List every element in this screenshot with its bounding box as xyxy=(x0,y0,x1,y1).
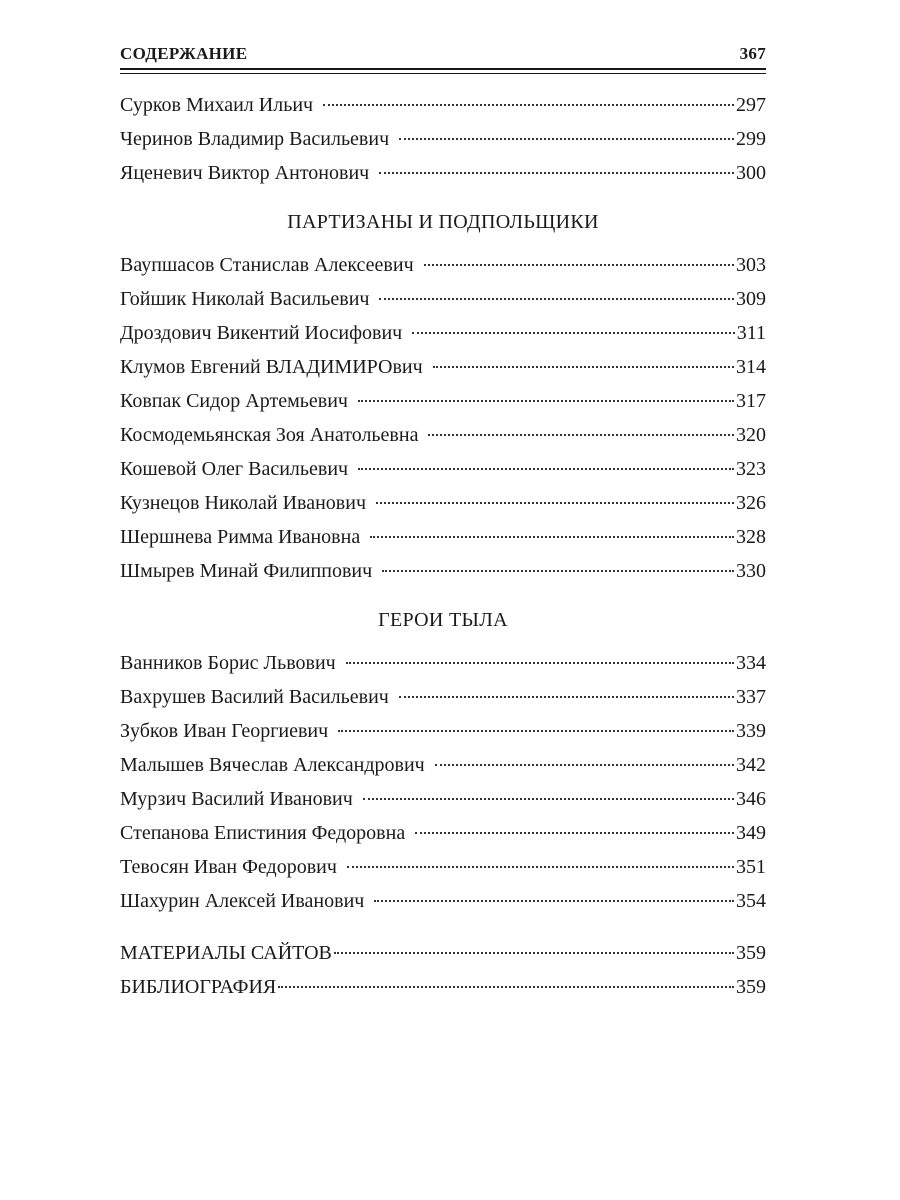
toc-entry-page: 330 xyxy=(736,560,766,582)
dot-leader xyxy=(433,366,734,368)
toc-entry-name: Сурков Михаил Ильич xyxy=(120,94,314,116)
toc-entry-page: 303 xyxy=(736,254,766,276)
dot-leader xyxy=(435,764,734,766)
dot-leader xyxy=(346,662,734,664)
toc-entry-page: 339 xyxy=(736,720,766,742)
dot-leader xyxy=(399,138,734,140)
toc-entry xyxy=(120,350,766,384)
toc-entry-page: 311 xyxy=(736,322,766,344)
toc-entry-page: 309 xyxy=(736,288,766,310)
dot-leader xyxy=(338,730,734,732)
toc-entry xyxy=(120,850,766,884)
toc-entry xyxy=(120,248,766,282)
toc-entry xyxy=(120,936,766,970)
toc-entry-name: Степанова Епистиния Федоровна xyxy=(120,822,406,844)
toc-entry-page: 334 xyxy=(736,652,766,674)
toc-entry-name: Ковпак Сидор Артемьевич xyxy=(120,390,348,412)
toc-entry xyxy=(120,520,766,554)
dot-leader xyxy=(379,172,734,174)
toc-entry-page: 317 xyxy=(736,390,766,412)
toc-entry-name: Гойшик Николай Васильевич xyxy=(120,288,370,310)
toc-entry-page: 337 xyxy=(736,686,766,708)
table-of-contents xyxy=(120,88,766,1004)
running-header xyxy=(120,44,766,64)
toc-entry-name: Шмырев Минай Филиппович xyxy=(120,560,373,582)
dot-leader xyxy=(358,400,734,402)
section-gap xyxy=(120,918,766,936)
toc-entry-page: 349 xyxy=(736,822,766,844)
toc-entry-name: Кузнецов Николай Иванович xyxy=(120,492,367,514)
toc-entry xyxy=(120,884,766,918)
toc-entry-name: Тевосян Иван Федорович xyxy=(120,856,337,878)
toc-entry-name: Дроздович Викентий Иосифович xyxy=(120,322,403,344)
toc-entry-name: Малышев Вячеслав Александрович xyxy=(120,754,425,776)
toc-entry-page: 326 xyxy=(736,492,766,514)
dot-leader xyxy=(415,832,734,834)
dot-leader xyxy=(358,468,734,470)
toc-entry-name: Зубков Иван Георгиевич xyxy=(120,720,329,742)
toc-entry-page: 320 xyxy=(736,424,766,446)
toc-entry-name: Ванников Борис Львович xyxy=(120,652,336,674)
toc-entry xyxy=(120,782,766,816)
toc-section-partisans xyxy=(120,196,766,588)
toc-entry-page: 323 xyxy=(736,458,766,480)
section-heading: ПАРТИЗАНЫ И ПОДПОЛЬЩИКИ xyxy=(287,211,599,233)
toc-entry xyxy=(120,970,766,1004)
dot-leader xyxy=(424,264,734,266)
toc-entry xyxy=(120,88,766,122)
dot-leader xyxy=(347,866,734,868)
toc-entry-page: 351 xyxy=(736,856,766,878)
toc-entry-page: 297 xyxy=(736,94,766,116)
toc-entry-name: Черинов Владимир Васильевич xyxy=(120,128,390,150)
toc-entry xyxy=(120,816,766,850)
dot-leader xyxy=(278,986,734,988)
dot-leader xyxy=(363,798,734,800)
toc-entry xyxy=(120,282,766,316)
toc-entry-page: 359 xyxy=(736,942,766,964)
toc-entry xyxy=(120,122,766,156)
toc-entry-name: Шершнева Римма Ивановна xyxy=(120,526,361,548)
toc-entry-name: Яценевич Виктор Антонович xyxy=(120,162,370,184)
dot-leader xyxy=(379,298,734,300)
toc-entry-name: Космодемьянская Зоя Анатольевна xyxy=(120,424,419,446)
toc-section-home-front xyxy=(120,594,766,918)
toc-entry-page: 359 xyxy=(736,976,766,998)
toc-entry-name: БИБЛИОГРАФИЯ xyxy=(120,976,277,998)
dot-leader xyxy=(376,502,734,504)
toc-entry xyxy=(120,316,766,350)
dot-leader xyxy=(428,434,734,436)
toc-entry xyxy=(120,554,766,588)
dot-leader xyxy=(370,536,734,538)
toc-entry xyxy=(120,680,766,714)
dot-leader xyxy=(399,696,734,698)
toc-entry-page: 299 xyxy=(736,128,766,150)
toc-entry-name: Шахурин Алексей Иванович xyxy=(120,890,365,912)
dot-leader xyxy=(323,104,734,106)
dot-leader xyxy=(334,952,734,954)
running-header-page-number: 367 xyxy=(739,44,766,63)
dot-leader xyxy=(382,570,734,572)
toc-entry xyxy=(120,646,766,680)
toc-intro-group xyxy=(120,88,766,190)
toc-entry xyxy=(120,714,766,748)
running-header-title: СОДЕРЖАНИЕ xyxy=(120,44,248,63)
toc-entry xyxy=(120,452,766,486)
header-rule-thin xyxy=(120,73,766,74)
toc-entry-name: МАТЕРИАЛЫ САЙТОВ xyxy=(120,942,332,964)
dot-leader xyxy=(374,900,734,902)
toc-entry xyxy=(120,418,766,452)
header-rule-thick xyxy=(120,68,766,70)
toc-entry xyxy=(120,486,766,520)
toc-entry xyxy=(120,748,766,782)
section-heading: ГЕРОИ ТЫЛА xyxy=(378,609,508,631)
toc-entry-name: Вахрушев Василий Васильевич xyxy=(120,686,389,708)
toc-entry xyxy=(120,384,766,418)
toc-entry-page: 342 xyxy=(736,754,766,776)
toc-entry-page: 354 xyxy=(736,890,766,912)
toc-entry-name: Мурзич Василий Иванович xyxy=(120,788,353,810)
toc-entry-name: Кошевой Олег Васильевич xyxy=(120,458,349,480)
toc-entry xyxy=(120,156,766,190)
toc-entry-page: 346 xyxy=(736,788,766,810)
dot-leader xyxy=(412,332,734,334)
toc-entry-page: 328 xyxy=(736,526,766,548)
toc-closing-group xyxy=(120,936,766,1004)
toc-entry-name: Клумов Евгений ВЛАДИМИРОвич xyxy=(120,356,423,378)
toc-entry-page: 300 xyxy=(736,162,766,184)
toc-entry-page: 314 xyxy=(736,356,766,378)
toc-entry-name: Ваупшасов Станислав Алексеевич xyxy=(120,254,414,276)
